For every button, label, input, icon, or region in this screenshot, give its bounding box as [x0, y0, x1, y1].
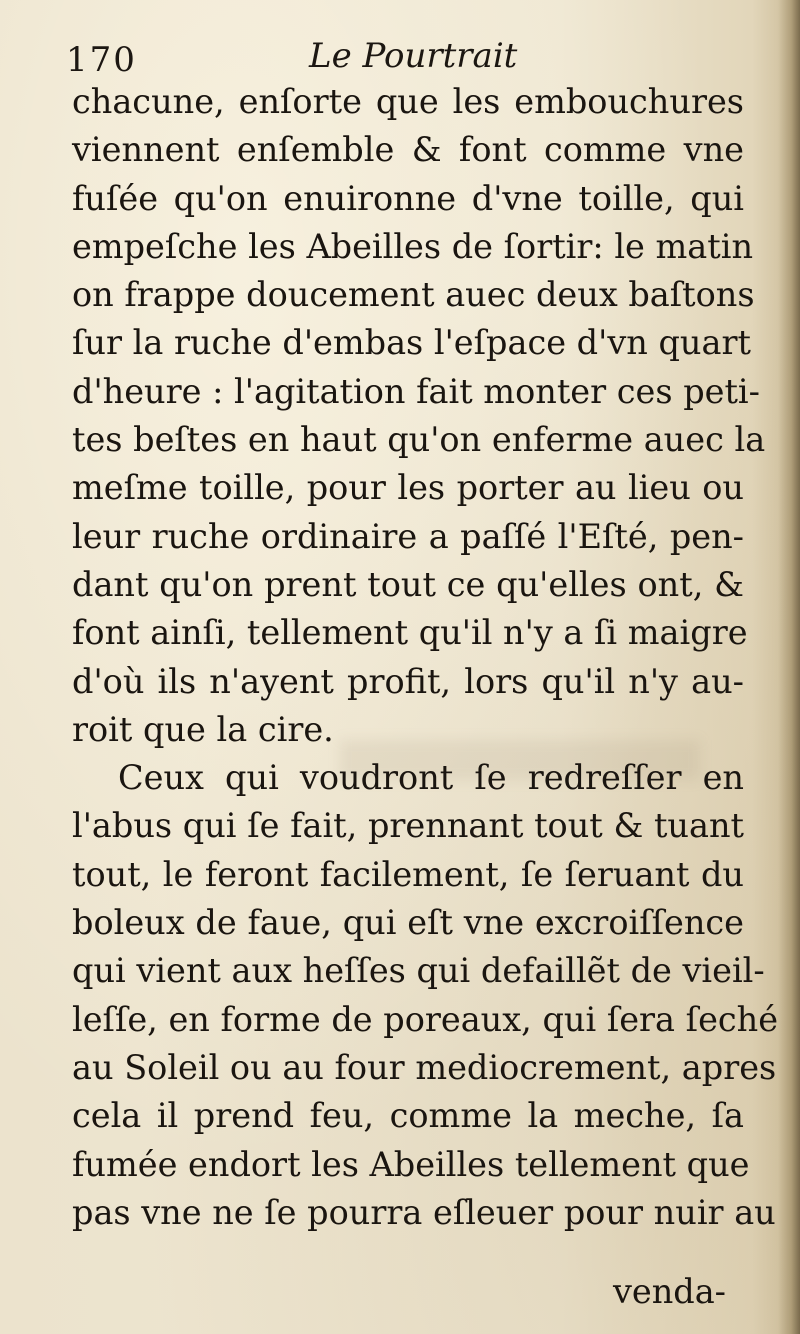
page-gutter-shadow [778, 0, 800, 1334]
body-text [72, 78, 779, 1237]
text-line: au Soleil ou au four mediocrement, apres [72, 1047, 777, 1087]
catchword: venda- [612, 1272, 726, 1311]
text-line: d'où ils n'ayent profit, lors qu'il n'y au- [72, 661, 744, 701]
text-line: leur ruche ordinaire a paſſé l'Eſté, pen- [72, 516, 744, 556]
text-line: qui vient aux heſſes qui defaillẽt de vieil- [72, 951, 765, 991]
running-title: Le Pourtrait [309, 36, 518, 76]
paragraph-start-line: Ceux qui voudront ſe redreſſer en [118, 758, 744, 798]
text-line: chacune, enſorte que les embouchures [72, 82, 744, 121]
page-number: 170 [66, 40, 137, 80]
text-line: tes beſtes en haut qu'on enferme auec la [72, 420, 766, 460]
text-line: boleux de faue, qui eſt vne excroiſſence [72, 903, 744, 943]
text-line: leſſe, en forme de poreaux, qui ſera ſeché [72, 999, 779, 1039]
text-line: dant qu'on prent tout ce qu'elles ont, & [72, 564, 744, 604]
text-line: ſur la ruche d'embas l'eſpace d'vn quart [72, 323, 751, 363]
text-line: l'abus qui ſe fait, prennant tout & tuant [72, 806, 744, 846]
text-line: on frappe doucement auec deux baſtons [72, 275, 755, 315]
text-line: empeſche les Abeilles de ſortir: le matin [72, 226, 754, 266]
text-line: pas vne ne ſe pourra eſleuer pour nuir au [72, 1192, 776, 1232]
text-line: meſme toille, pour les porter au lieu ou [72, 468, 744, 508]
paragraph-end-line: roit que la cire. [72, 709, 334, 749]
text-line: viennent enſemble & font comme vne [72, 130, 744, 170]
text-line: font ainſi, tellement qu'il n'y a ſi maigre [72, 613, 748, 653]
text-line: tout, le feront facilement, ſe ſeruant du [72, 854, 744, 894]
text-line: fumée endort les Abeilles tellement que [72, 1144, 750, 1184]
text-line: fuſée qu'on enuironne d'vne toille, qui [72, 178, 744, 218]
text-line: cela il prend feu, comme la meche, ſa [72, 1096, 744, 1136]
text-line: d'heure : l'agitation fait monter ces peti- [72, 371, 760, 411]
